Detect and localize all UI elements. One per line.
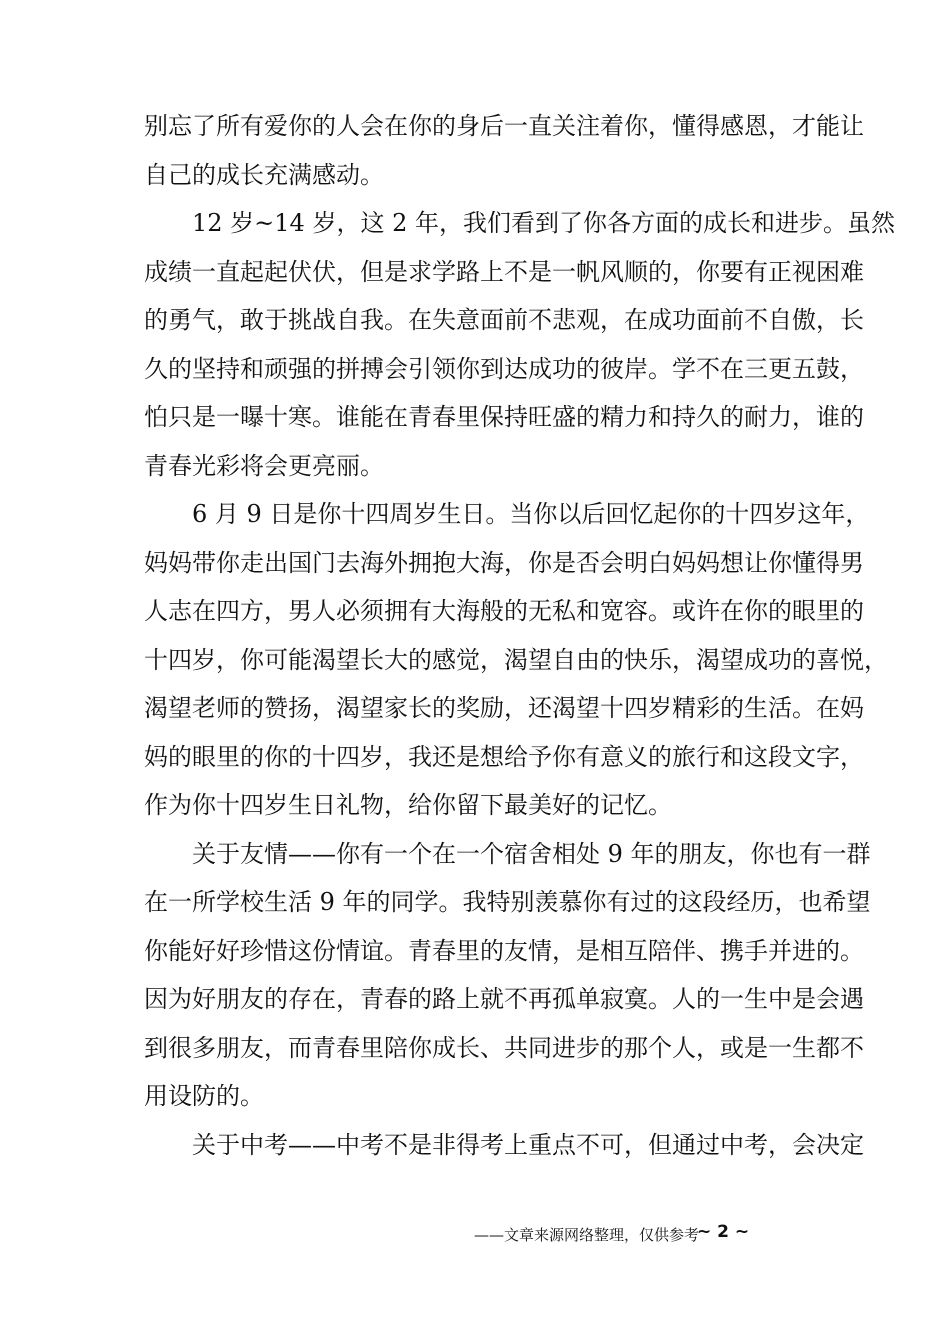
body-line: 十四岁，你可能渴望长大的感觉，渴望自由的快乐，渴望成功的喜悦， <box>144 646 888 674</box>
paragraph-start-line: 12 岁~14 岁，这 2 年，我们看到了你各方面的成长和进步。虽然 <box>192 209 895 237</box>
page-number: ~ 2 ~ <box>697 1222 750 1242</box>
paragraph-start-line: 关于中考——中考不是非得考上重点不可，但通过中考，会决定 <box>192 1131 864 1159</box>
body-line: 到很多朋友，而青春里陪你成长、共同进步的那个人，或是一生都不 <box>144 1034 864 1062</box>
body-line: 妈妈带你走出国门去海外拥抱大海，你是否会明白妈妈想让你懂得男 <box>144 549 864 577</box>
body-line: 自己的成长充满感动。 <box>144 161 384 189</box>
body-line: 人志在四方，男人必须拥有大海般的无私和宽容。或许在你的眼里的 <box>144 597 864 625</box>
body-line: 妈的眼里的你的十四岁，我还是想给予你有意义的旅行和这段文字， <box>144 743 864 771</box>
body-line: 成绩一直起起伏伏，但是求学路上不是一帆风顺的，你要有正视困难 <box>144 258 864 286</box>
body-line: 久的坚持和顽强的拼搏会引领你到达成功的彼岸。学不在三更五鼓， <box>144 355 864 383</box>
paragraph-start-line: 6 月 9 日是你十四周岁生日。当你以后回忆起你的十四岁这年， <box>192 500 870 528</box>
body-line: 的勇气，敢于挑战自我。在失意面前不悲观，在成功面前不自傲，长 <box>144 306 864 334</box>
body-line: 在一所学校生活 9 年的同学。我特别羡慕你有过的这段经历，也希望 <box>144 888 871 916</box>
body-line: 怕只是一曝十寒。谁能在青春里保持旺盛的精力和持久的耐力，谁的 <box>144 403 864 431</box>
footer-source-note: ——文章来源网络整理，仅供参考 <box>474 1226 700 1244</box>
body-line: 因为好朋友的存在，青春的路上就不再孤单寂寞。人的一生中是会遇 <box>144 985 864 1013</box>
body-line: 用设防的。 <box>144 1082 264 1110</box>
paragraph-start-line: 关于友情——你有一个在一个宿舍相处 9 年的朋友，你也有一群 <box>192 840 871 868</box>
body-line: 你能好好珍惜这份情谊。青春里的友情，是相互陪伴、携手并进的。 <box>144 937 864 965</box>
body-line: 渴望老师的赞扬，渴望家长的奖励，还渴望十四岁精彩的生活。在妈 <box>144 694 864 722</box>
body-line: 青春光彩将会更亮丽。 <box>144 452 384 480</box>
body-line: 作为你十四岁生日礼物，给你留下最美好的记忆。 <box>144 791 672 819</box>
body-line: 别忘了所有爱你的人会在你的身后一直关注着你，懂得感恩，才能让 <box>144 112 864 140</box>
